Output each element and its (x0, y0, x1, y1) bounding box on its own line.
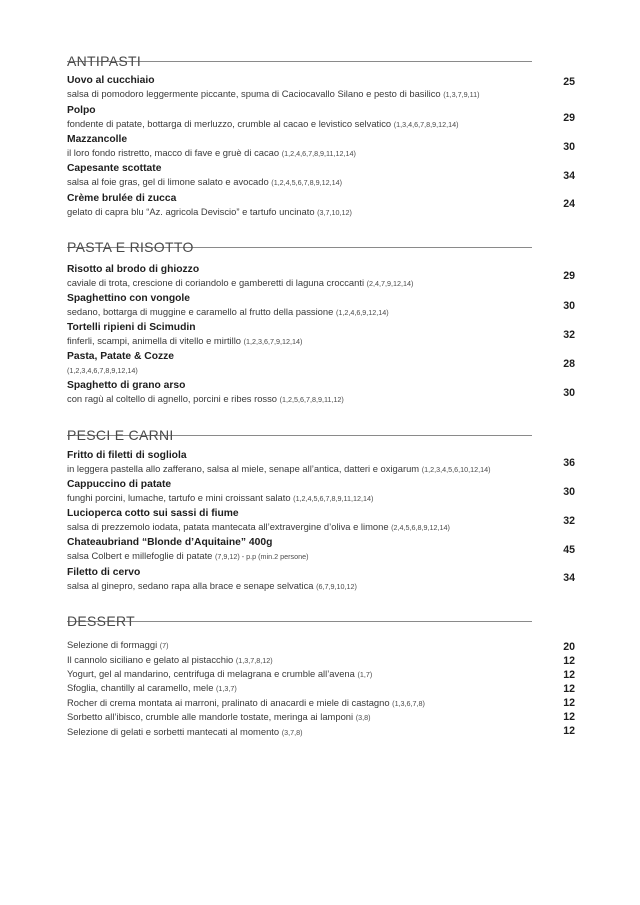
item-price: 12 (563, 683, 575, 695)
item-price: 30 (563, 387, 575, 399)
menu-item (67, 133, 575, 160)
item-allergens: (7,9,12) - p.p (min.2 persone) (215, 552, 309, 561)
item-price: 12 (563, 697, 575, 709)
item-allergens: (6,7,9,10,12) (316, 582, 357, 591)
menu-item (67, 478, 575, 505)
item-description: il loro fondo ristretto, macco di fave e gruè di cacao (1,2,4,6,7,8,9,11,12,14) (67, 147, 356, 158)
menu-item (67, 74, 575, 101)
item-name: Filetto di cervo (67, 567, 141, 578)
item-name: Polpo (67, 105, 96, 116)
item-allergens: (1,2,3,4,6,7,8,9,12,14) (67, 366, 138, 375)
item-price: 34 (563, 572, 575, 584)
item-description: salsa al foie gras, gel di limone salato e avocado (1,2,4,5,6,7,8,9,12,14) (67, 176, 343, 187)
item-description (67, 363, 575, 377)
item-price: 30 (563, 300, 575, 312)
item-price: 12 (563, 711, 575, 723)
section-title: ANTIPASTI (67, 52, 575, 70)
menu-item (67, 507, 575, 534)
section-dessert (67, 612, 575, 737)
item-price: 45 (563, 544, 575, 556)
section-pasta-e-risotto (67, 238, 575, 404)
dessert-item: Selezione di formaggi (7) (67, 639, 169, 650)
item-name: Cappuccino di patate (67, 479, 172, 490)
item-name: Spaghettino con vongole (67, 293, 190, 304)
item-description: finferli, scampi, animella di vitello e mirtillo (1,2,3,6,7,9,12,14) (67, 335, 303, 346)
item-price: 32 (563, 329, 575, 341)
menu-item (67, 350, 575, 377)
item-allergens: (1,2,4,6,7,8,9,11,12,14) (281, 149, 356, 158)
item-allergens: (3,7,10,12) (317, 208, 352, 217)
dessert-item: Yogurt, gel al mandarino, centrifuga di melagrana e crumble all’avena (1,7) (67, 668, 373, 679)
menu-item (67, 292, 575, 319)
item-name: Mazzancolle (67, 134, 128, 145)
section-title: PASTA E RISOTTO (67, 238, 575, 256)
item-price: 32 (563, 515, 575, 527)
item-price: 29 (563, 112, 575, 124)
item-name: Spaghetto di grano arso (67, 380, 186, 391)
item-price: 25 (563, 76, 575, 88)
item-allergens: (2,4,5,6,8,9,12,14) (391, 523, 450, 532)
section-antipasti (67, 52, 575, 217)
item-name: Crème brulée di zucca (67, 193, 177, 204)
item-name: Chateaubriand “Blonde d’Aquitaine” 400g (67, 537, 273, 548)
item-price: 24 (563, 198, 575, 210)
item-description: salsa Colbert e millefoglie di patate (7,9,12) - p.p (min.2 persone) (67, 550, 309, 561)
item-name: Risotto al brodo di ghiozzo (67, 264, 200, 275)
item-description: salsa di prezzemolo iodata, patata mantecata all’extravergine d’oliva e limone (2,4,5,6,8,9,12,14) (67, 521, 450, 532)
item-description: fondente di patate, bottarga di merluzzo, crumble al cacao e levistico selvatico (1,3,4,6,7,8,9,12,14) (67, 118, 459, 129)
item-name: Pasta, Patate & Cozze (67, 351, 175, 362)
item-price: 20 (563, 641, 575, 653)
item-price: 12 (563, 655, 575, 667)
item-description: caviale di trota, crescione di coriandolo e gamberetti di laguna croccanti (2,4,7,9,12,14) (67, 277, 414, 288)
item-allergens: (1,3,4,6,7,8,9,12,14) (393, 120, 459, 129)
item-allergens: (1,2,5,6,7,8,9,11,12) (279, 395, 344, 404)
section-title: PESCI E CARNI (67, 426, 575, 444)
item-allergens: (1,2,4,5,6,7,8,9,11,12,14) (293, 494, 374, 503)
item-allergens: (1,2,4,5,6,7,8,9,12,14) (271, 178, 343, 187)
item-price: 12 (563, 725, 575, 737)
section-title: DESSERT (67, 612, 575, 630)
menu-item (67, 449, 575, 476)
item-allergens: (1,2,4,6,9,12,14) (335, 308, 389, 317)
section-divider (67, 621, 532, 622)
item-allergens: (1,2,3,6,7,9,12,14) (243, 337, 303, 346)
menu-item (67, 192, 575, 219)
item-name: Fritto di filetti di sogliola (67, 450, 187, 461)
dessert-item: Selezione di gelati e sorbetti mantecati al momento (3,7,8) (67, 726, 303, 737)
item-allergens: (2,4,7,9,12,14) (366, 279, 414, 288)
item-price: 30 (563, 141, 575, 153)
menu-item (67, 162, 575, 189)
item-price: 34 (563, 170, 575, 182)
section-pesci-e-carni (67, 426, 575, 591)
item-description: con ragù al coltello di agnello, porcini e ribes rosso (1,2,5,6,7,8,9,11,12) (67, 393, 344, 404)
item-description: in leggera pastella allo zafferano, salsa al miele, senape all’antica, datteri e oxigarum (1,2,3,4,5,6,10,12,14) (67, 463, 491, 474)
dessert-item: Rocher di crema montata ai marroni, pralinato di anacardi e miele di castagno (1,3,6,7,8) (67, 697, 425, 708)
dessert-item: Il cannolo siciliano e gelato al pistacchio (1,3,7,8,12) (67, 654, 273, 665)
item-name: Capesante scottate (67, 163, 162, 174)
dessert-item: Sfoglia, chantilly al caramello, mele (1,3,7) (67, 682, 237, 693)
item-allergens: (1,3,7,9,11) (443, 90, 480, 99)
menu-item (67, 104, 575, 131)
menu-item (67, 379, 575, 406)
item-description: salsa al ginepro, sedano rapa alla brace e senape selvatica (6,7,9,10,12) (67, 580, 357, 591)
item-description: funghi porcini, lumache, tartufo e mini croissant salato (1,2,4,5,6,7,8,9,11,12,14) (67, 492, 374, 503)
item-description: gelato di capra blu “Az. agricola Deviscio” e tartufo uncinato (3,7,10,12) (67, 206, 352, 217)
item-price: 36 (563, 457, 575, 469)
item-allergens: (1,2,3,4,5,6,10,12,14) (421, 465, 491, 474)
item-description: sedano, bottarga di muggine e caramello al frutto della passione (1,2,4,6,9,12,14) (67, 306, 389, 317)
menu-item (67, 536, 575, 563)
item-name: Uovo al cucchiaio (67, 75, 155, 86)
menu-item (67, 263, 575, 290)
item-price: 29 (563, 270, 575, 282)
menu-item (67, 566, 575, 593)
dessert-item: Sorbetto all’ibisco, crumble alle mandorle tostate, meringa ai lamponi (3,8) (67, 711, 371, 722)
item-name: Tortelli ripieni di Scimudin (67, 322, 196, 333)
menu-item (67, 321, 575, 348)
item-price: 12 (563, 669, 575, 681)
item-description: salsa di pomodoro leggermente piccante, spuma di Caciocavallo Silano e pesto di basilico (1,3,7,9,11) (67, 88, 480, 99)
item-price: 30 (563, 486, 575, 498)
item-name: Lucioperca cotto sui sassi di fiume (67, 508, 239, 519)
item-price: 28 (563, 358, 575, 370)
